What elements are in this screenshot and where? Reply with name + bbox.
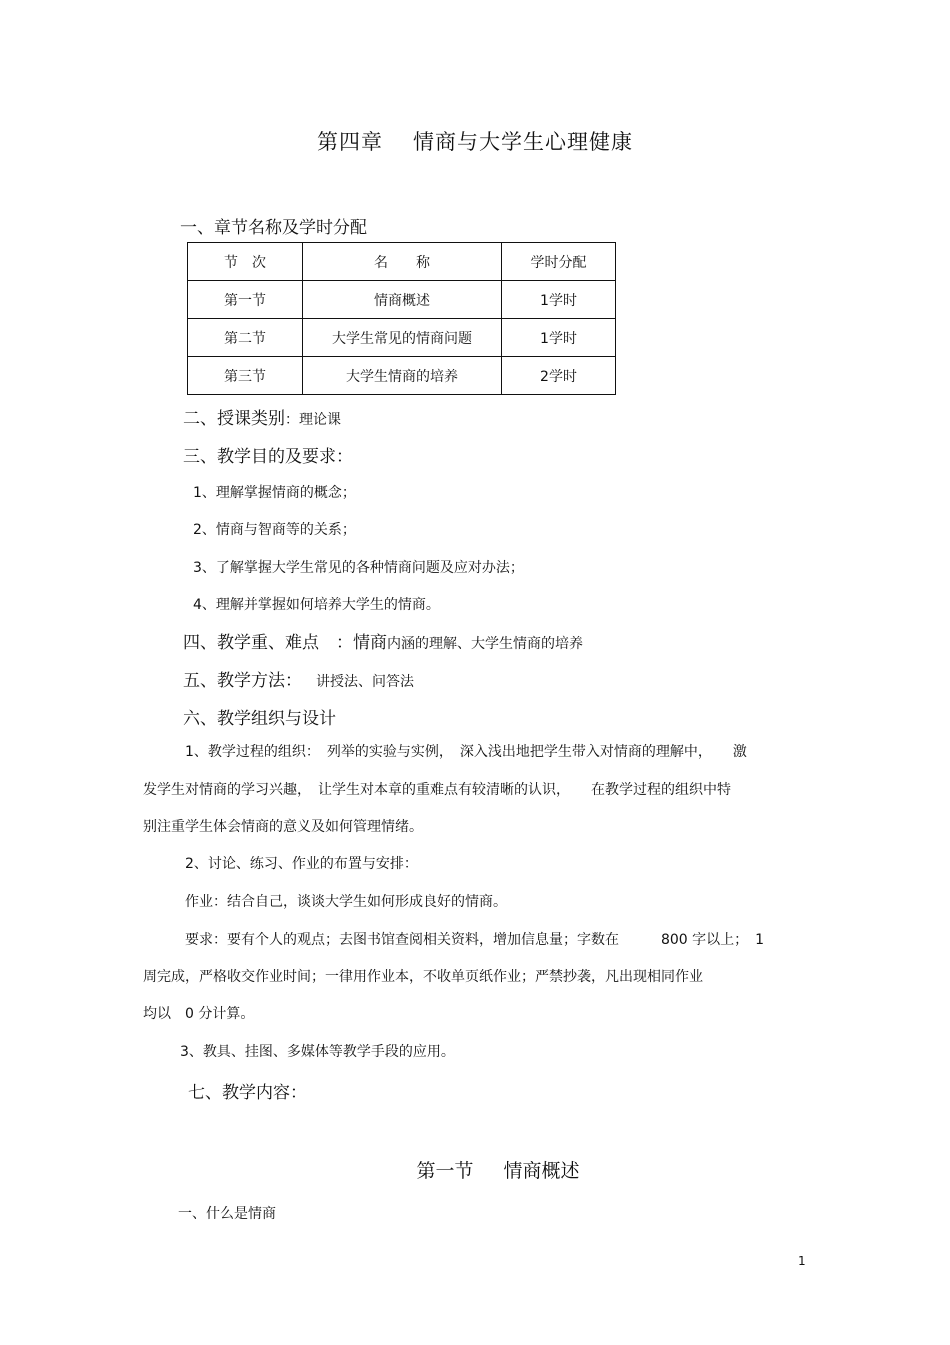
table-cell: 2学时 [502,357,616,395]
section-4-value: 内涵的理解、大学生情商的培养 [387,636,583,652]
section-5-label: 五、教学方法： [183,671,302,691]
section-1-heading: 一、章节名称及学时分配 [180,218,367,238]
section-6-heading: 六、教学组织与设计 [183,709,336,729]
table-header-cell: 名 称 [303,243,502,281]
chapter-number: 第四章 [317,130,383,154]
section-4-heading [183,628,583,653]
table-cell: 第三节 [188,357,303,395]
paragraph-line: 发学生对情商的学习兴趣， 让学生对本章的重难点有较清晰的认识， 在教学过程的组织中特 [143,782,731,798]
table-header-cell: 节 次 [188,243,303,281]
table-row [188,357,616,395]
objective-item: 4、理解并掌握如何培养大学生的情商。 [193,597,440,613]
paragraph-line: 3、教具、挂图、多媒体等教学手段的应用。 [180,1044,455,1060]
section-3-heading: 三、教学目的及要求： [183,447,353,467]
table-cell: 1学时 [502,319,616,357]
table-cell: 大学生常见的情商问题 [303,319,502,357]
paragraph-line: 1、教学过程的组织： 列举的实验与实例， 深入浅出地把学生带入对情商的理解中， 激 [185,744,747,760]
table-row [188,281,616,319]
section-name: 情商概述 [503,1160,580,1182]
chapter-name: 情商与大学生心理健康 [413,130,633,154]
paragraph-line: 要求：要有个人的观点；去图书馆查阅相关资料，增加信息量；字数在 800 字以上； 1 [185,932,765,948]
paragraph-line: 2、讨论、练习、作业的布置与安排： [185,856,418,872]
paragraph-line: 别注重学生体会情商的意义及如何管理情绪。 [143,819,423,835]
chapter-title [0,126,950,156]
page-number: 1 [798,1254,806,1268]
section-4-label: 四、教学重、难点 ：情商 [183,633,387,653]
table-cell: 大学生情商的培养 [303,357,502,395]
section-number: 第一节 [416,1160,474,1182]
table-row [188,319,616,357]
table-cell: 1学时 [502,281,616,319]
schedule-table [187,242,616,395]
table-cell: 第二节 [188,319,303,357]
objective-item: 2、情商与智商等的关系； [193,522,356,538]
section-5-heading [183,666,414,691]
paragraph-line: 均以 0 分计算。 [143,1006,255,1022]
table-cell: 第一节 [188,281,303,319]
section-2-value: ：理论课 [285,412,341,428]
section-5-value: 讲授法、问答法 [316,674,414,690]
paragraph-line: 作业：结合自己，谈谈大学生如何形成良好的情商。 [185,894,507,910]
section-7-heading: 七、教学内容： [188,1083,307,1103]
objective-item: 1、理解掌握情商的概念； [193,485,356,501]
table-header-cell: 学时分配 [502,243,616,281]
paragraph-line: 周完成，严格收交作业时间；一律用作业本，不收单页纸作业；严禁抄袭，凡出现相同作业 [143,969,703,985]
objective-item: 3、了解掌握大学生常见的各种情商问题及应对办法； [193,560,524,576]
section-2-heading [183,404,341,429]
section-2-label: 二、授课类别 [183,409,285,429]
section-title [0,1156,950,1183]
table-cell: 情商概述 [303,281,502,319]
subheading: 一、什么是情商 [178,1206,276,1222]
table-header-row [188,243,616,281]
